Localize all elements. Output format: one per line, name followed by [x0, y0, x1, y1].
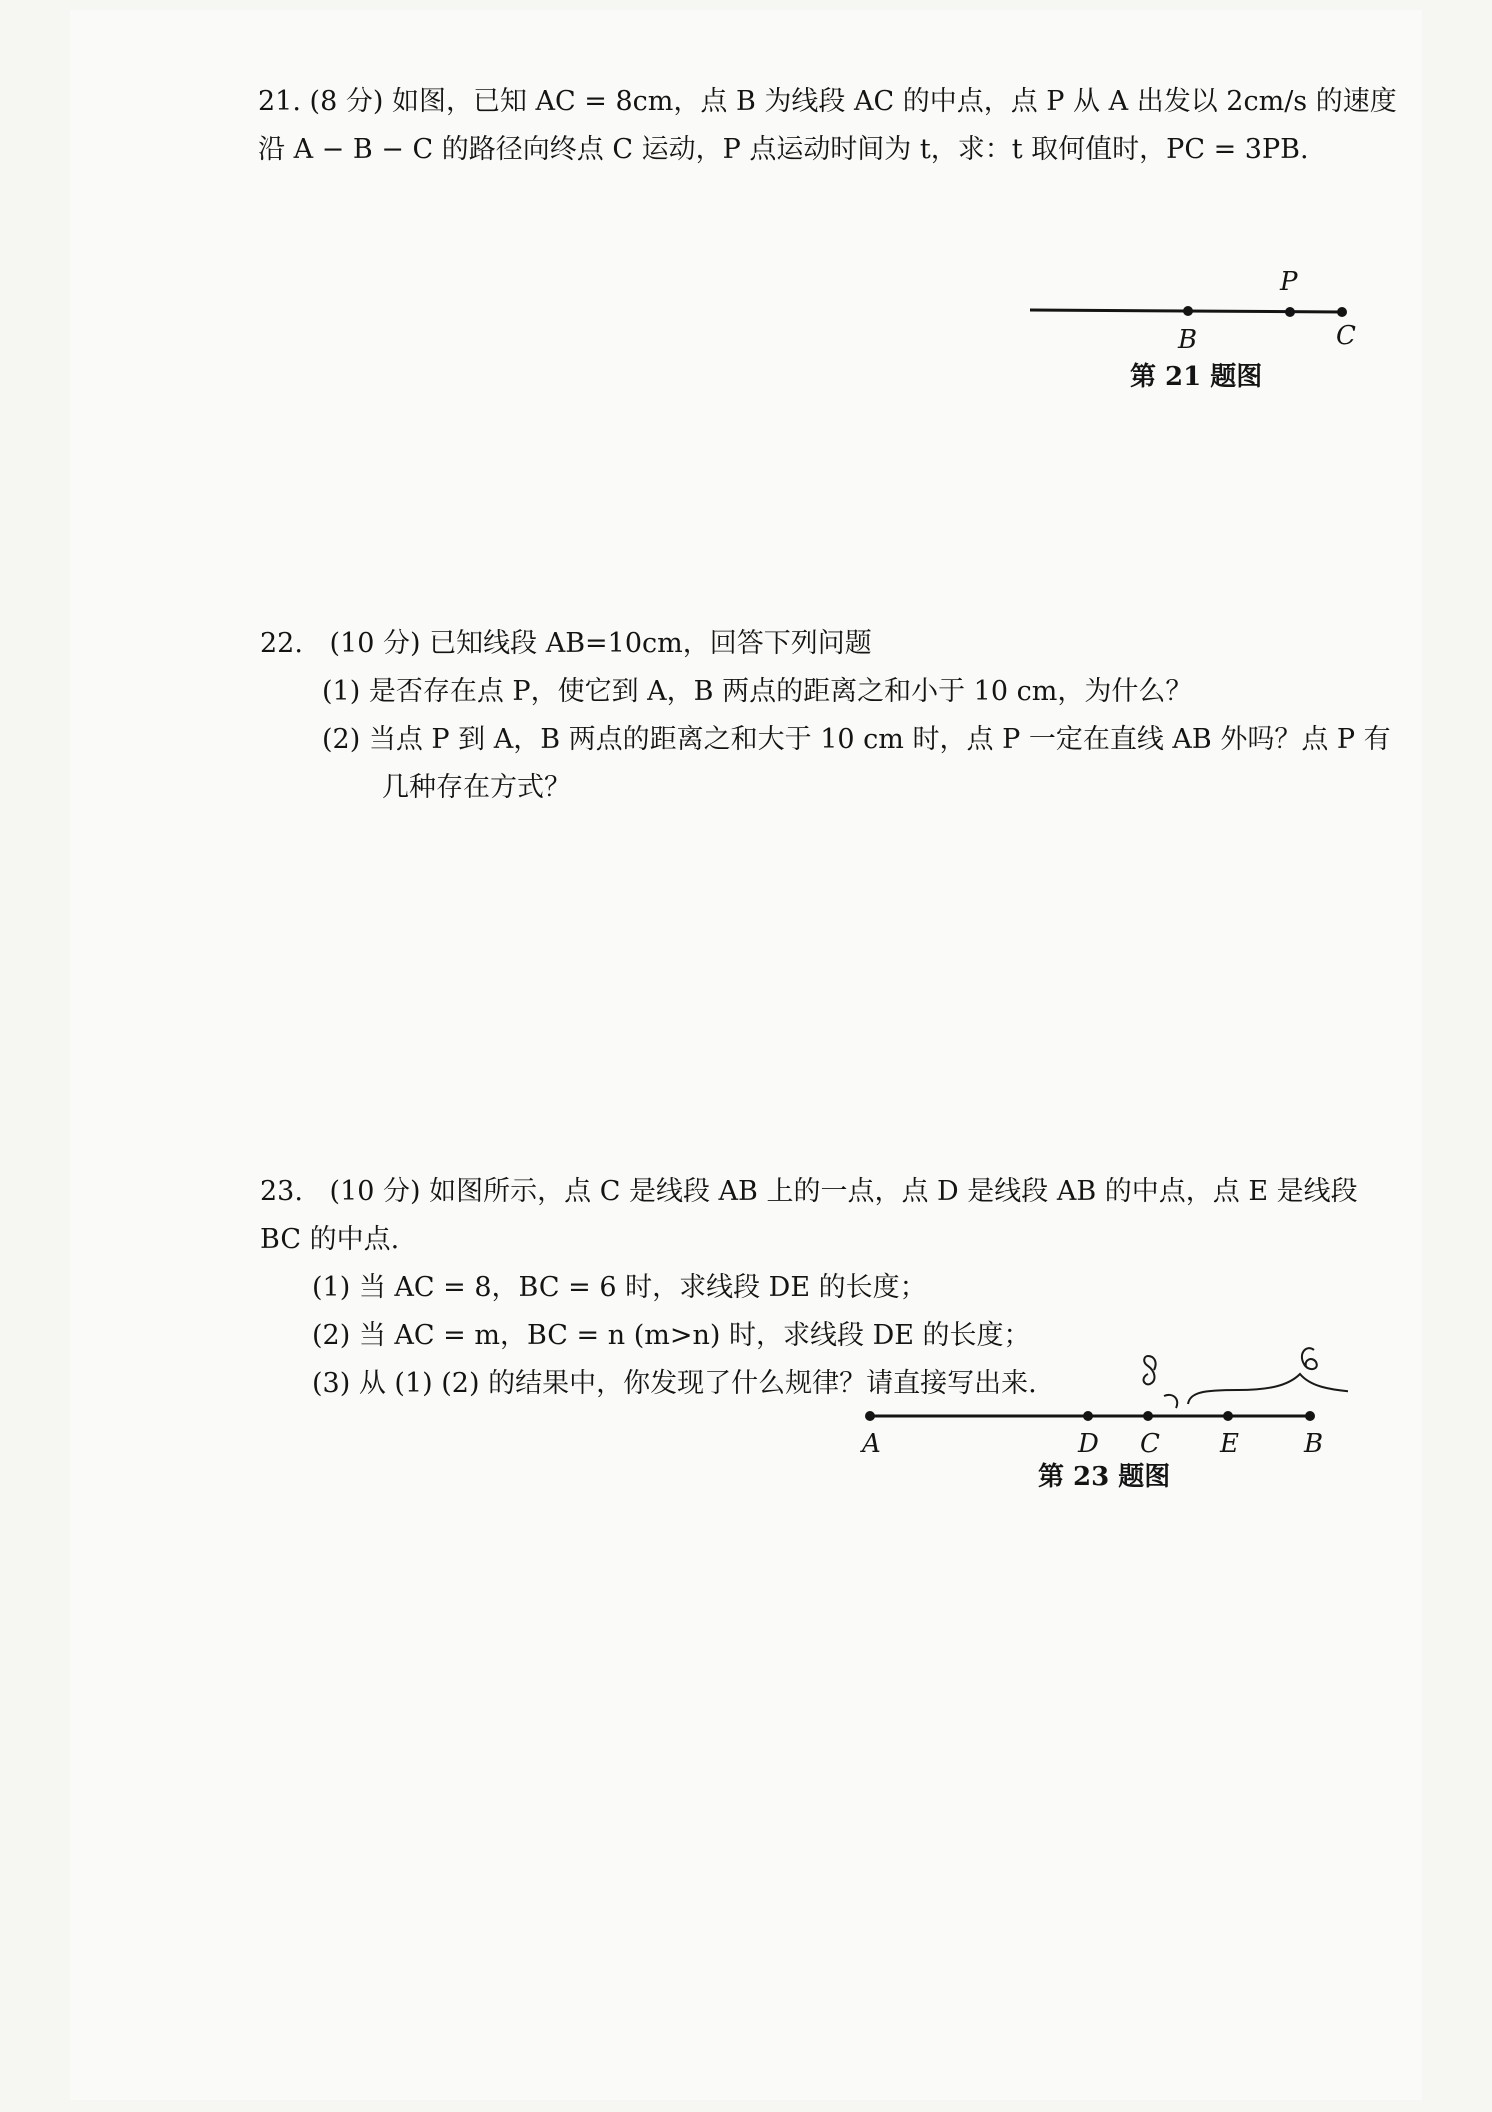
question-22-text-1: (10 分) 已知线段 AB=10cm，回答下列问题 [329, 628, 872, 659]
question-23-text-2: BC 的中点. [260, 1224, 400, 1255]
point-c-dot [1143, 1411, 1153, 1421]
label-e: E [1220, 1429, 1239, 1459]
handwritten-8-mark [1144, 1356, 1156, 1384]
question-21-text-2: 沿 A − B − C 的路径向终点 C 运动，P 点运动时间为 t，求：t 取何值时，PC = 3PB. [258, 134, 1309, 165]
point-p-dot [1285, 307, 1295, 317]
label-b: B [1304, 1429, 1324, 1459]
question-23-part-3: (3) 从 (1) (2) 的结果中，你发现了什么规律？请直接写出来. [312, 1368, 1037, 1399]
point-d-dot [1083, 1411, 1093, 1421]
question-22-part-2-line-2: 几种存在方式？ [382, 772, 571, 803]
point-c-dot [1337, 307, 1347, 317]
label-a: A [862, 1429, 881, 1459]
question-23-figure [858, 1340, 1348, 1464]
label-c: C [1336, 321, 1356, 351]
question-21-number: 21. [258, 86, 301, 117]
question-21-diagram [1030, 268, 1360, 358]
question-22-number: 22. [260, 628, 303, 659]
label-b: B [1178, 325, 1198, 355]
point-a-dot [865, 1411, 875, 1421]
question-21-figure [1030, 268, 1360, 362]
question-22 [260, 620, 1391, 812]
label-c: C [1140, 1429, 1160, 1459]
question-23-diagram [858, 1340, 1348, 1460]
question-23-line-1 [260, 1168, 1358, 1216]
question-23-text-1: (10 分) 如图所示，点 C 是线段 AB 上的一点，点 D 是线段 AB 的中点，点 E 是线段 [329, 1176, 1358, 1207]
question-23-part-1: (1) 当 AC = 8，BC = 6 时，求线段 DE 的长度； [312, 1272, 927, 1303]
question-23-part-2: (2) 当 AC = m，BC = n (m>n) 时，求线段 DE 的长度； [312, 1320, 1031, 1351]
question-23-caption: 第 23 题图 [1038, 1462, 1171, 1492]
point-e-dot [1223, 1411, 1233, 1421]
point-b-dot [1183, 306, 1193, 316]
handwritten-brace-bc [1188, 1374, 1348, 1406]
question-22-part-1: (1) 是否存在点 P，使它到 A，B 两点的距离之和小于 10 cm，为什么？ [322, 676, 1193, 707]
question-21-caption: 第 21 题图 [1130, 362, 1263, 392]
label-p: P [1280, 268, 1298, 297]
point-b-dot [1305, 1411, 1315, 1421]
question-22-part-2-line-1: (2) 当点 P 到 A，B 两点的距离之和大于 10 cm 时，点 P 一定在直线 AB 外吗？点 P 有 [322, 724, 1391, 755]
question-22-line-1 [260, 620, 1391, 668]
label-d: D [1078, 1429, 1099, 1459]
question-21 [258, 78, 1397, 174]
handwritten-6-mark [1302, 1348, 1317, 1369]
handwritten-small-brace [1164, 1395, 1177, 1408]
question-21-line-1 [258, 78, 1397, 126]
question-21-text-1: (8 分) 如图，已知 AC = 8cm，点 B 为线段 AC 的中点，点 P 从 A 出发以 2cm/s 的速度 [309, 86, 1397, 117]
question-23-number: 23. [260, 1176, 303, 1207]
